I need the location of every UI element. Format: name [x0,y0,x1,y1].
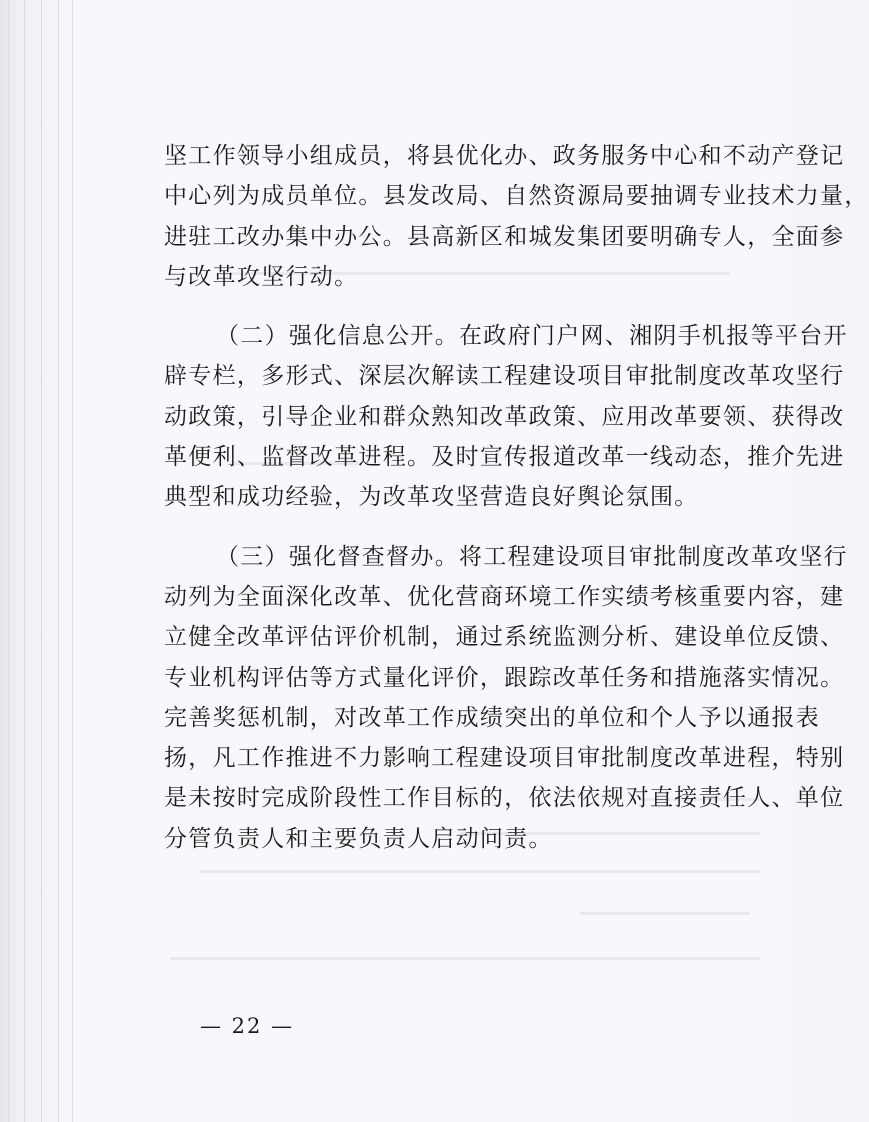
page-number: — 22 — [200,1014,295,1038]
text-line: 专业机构评估等方式量化评价，跟踪改革任务和措施落实情况。 [164,664,845,691]
paragraph-gap [164,518,776,537]
text-line: 坚工作领导小组成员，将县优化办、政务服务中心和不动产登记 [164,143,845,169]
text-line: 扬，凡工作推进不力影响工程建设项目审批制度改革进程，特别 [164,745,845,772]
paragraph-1 [164,136,869,297]
scan-edge-line [8,0,9,1122]
text-line: 动政策，引导企业和群众熟知改革政策、应用改革要领、获得改 [164,403,845,430]
scan-edge-line [58,0,59,1122]
text-line: 立健全改革评估评价机制，通过系统监测分析、建设单位反馈、 [164,624,845,651]
scan-edge-line [41,0,42,1122]
paragraph-2 [164,316,848,517]
paragraph-3 [164,537,848,859]
text-line: 分管负责人和主要负责人启动问责。 [164,825,553,852]
scan-edge-line [72,0,73,1122]
text-line: 完善奖惩机制，对改革工作成绩突出的单位和个人予以通报表 [164,704,821,731]
text-line: 典型和成功经验，为改革攻坚营造良好舆论氛围。 [164,484,699,511]
scan-edge-shadow [0,0,78,1122]
text-line: 是未按时完成阶段性工作目标的，依法依规对直接责任人、单位 [164,785,845,812]
text-line: 与改革攻坚行动。 [164,263,359,290]
body-text [164,136,869,859]
text-line: 进驻工改办集中办公。县高新区和城发集团要明确专人，全面参 [164,223,845,250]
paragraph-gap [164,297,776,316]
text-line: 动列为全面深化改革、优化营商环境工作实绩考核重要内容，建 [164,583,845,610]
text-line: 革便利、监督改革进程。及时宣传报道改革一线动态，推介先进 [164,444,845,471]
text-line: （二）强化信息公开。在政府门户网、湘阴手机报等平台开 [216,323,848,350]
text-line: 辟专栏，多形式、深层次解读工程建设项目审批制度改革攻坚行 [164,363,845,390]
text-line: （三）强化督查督办。将工程建设项目审批制度改革攻坚行 [216,543,848,570]
show-through-mark [200,870,760,873]
show-through-mark [580,912,750,915]
show-through-mark [170,957,760,960]
scan-edge-line [24,0,25,1122]
text-line: 中心列为成员单位。县发改局、自然资源局要抽调专业技术力量， [164,183,869,210]
